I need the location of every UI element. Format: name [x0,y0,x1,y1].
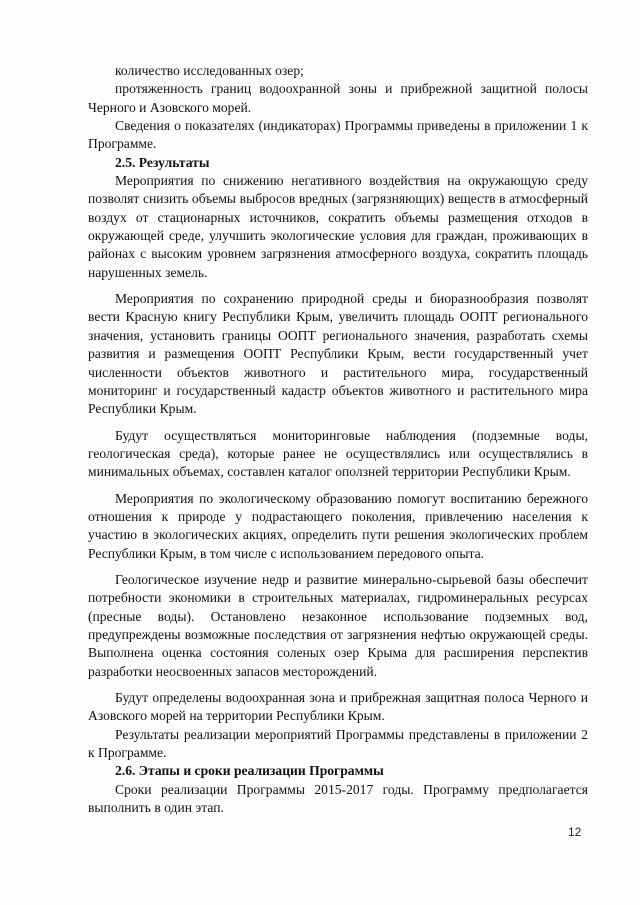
paragraph: Мероприятия по экологическому образованию помогут воспитанию бережного отношения к природе у подрастающего поколения, привлечению населения к участию в экологических акциях, определить пути решения экологических проблем Республики Крым, в том числе с использованием передового опыта. [88,490,588,561]
page-number: 12 [568,825,582,839]
paragraph: Будут определены водоохранная зона и прибрежная защитная полоса Черного и Азовского морей на территории Республики Крым. [88,690,588,724]
section-heading-results: 2.5. Результаты [115,154,210,170]
paragraph: Сроки реализации Программы 2015-2017 годы. Программу предполагается выполнить в один этап. [88,781,588,816]
body-text [88,62,588,817]
paragraph: количество исследованных озер; [115,63,304,78]
paragraph: Мероприятия по снижению негативного воздействия на окружающую среду позволят снизить объемы выбросов вредных (загрязняющих) веществ в атмосферный воздух от стационарных источников, сократить объемы размещения отходов в окружающей среде, улучшить экологические условия для граждан, проживающих в районах с высоким уровнем загрязнения атмосферного воздуха, сократить площадь нарушенных земель. [88,173,588,280]
paragraph: Сведения о показателях (индикаторах) Программы приведены в приложении 1 к Программе. [88,118,588,152]
paragraph: Будут осуществляться мониторинговые наблюдения (подземные воды, геологическая среда), которые ранее не осуществлялись или осуществлялись в минимальных объемах, составлен каталог оползней территории Республики Крым. [88,427,588,480]
paragraph: протяженность границ водоохранной зоны и прибрежной защитной полосы Черного и Азовского морей. [88,81,588,115]
section-heading-stages: 2.6. Этапы и сроки реализации Программы [115,763,384,779]
paragraph: Мероприятия по сохранению природной среды и биоразнообразия позволят вести Красную книгу Республики Крым, увеличить площадь ООПТ регионального значения, установить границы ООПТ регионального значения, разработать схемы развития и размещения ООПТ Республики Крым, вести государственный учет численности объектов животного и растительного мира, государственный мониторинг и государственный кадастр объектов животного и растительного мира Республики Крым. [88,291,588,417]
paragraph: Результаты реализации мероприятий Программы представлены в приложении 2 к Программе. [88,726,588,761]
paragraph: Геологическое изучение недр и развитие минерально-сырьевой базы обеспечит потребности экономики в строительных материалах, гидроминеральных ресурсах (пресные воды). Остановлено незаконное использование подземных вод, предупреждены возможные последствия от загрязнения нефтью окружающей среды. Выполнена оценка состояния соленых озер Крыма для расширения перспектив разработки неосвоенных запасов месторождений. [88,571,588,679]
